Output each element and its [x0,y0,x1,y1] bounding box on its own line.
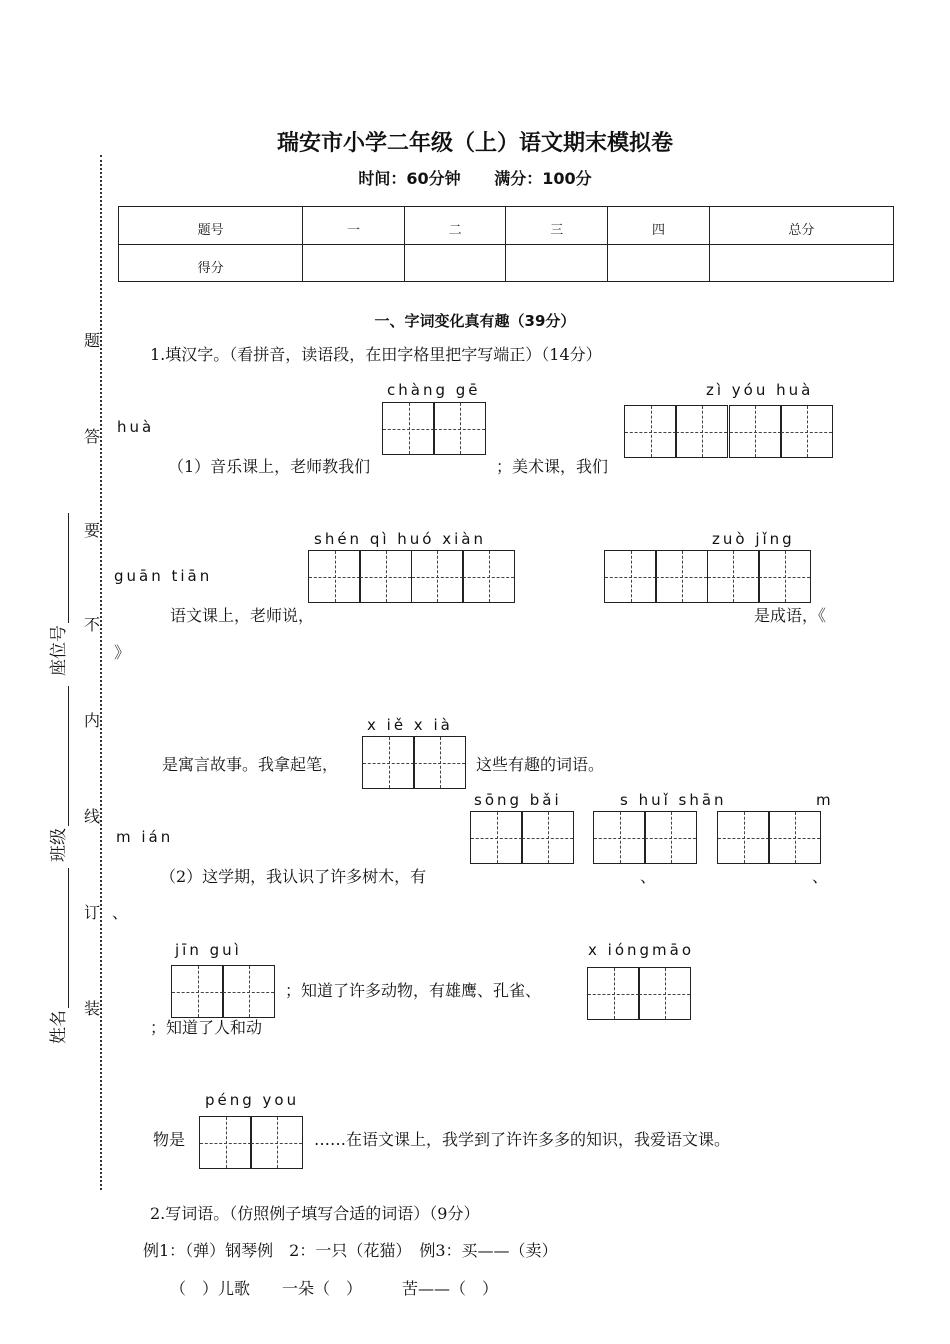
tianzige-zuojing[interactable] [604,550,811,603]
score-cell[interactable] [608,244,710,282]
question-2-examples: 例1：（弹）钢琴例 2：一只（花猫） 例3：买——（卖） [143,1241,558,1260]
pinyin-mian: m ián [116,828,174,846]
comma-separator: 、 [812,867,829,886]
sentence-3a: 是寓言故事。我拿起笔， [162,755,339,774]
pinyin-hua: huà [117,418,155,436]
comma-separator: 、 [112,903,129,922]
binding-char-5: 内 [84,711,101,730]
score-row-label: 得分 [119,244,303,282]
sentence-2b: 是成语，《 [754,606,827,625]
exam-full-score: 满分：100分 [494,169,592,188]
score-header-cell: 三 [506,207,608,245]
binding-char-2: 答 [84,427,101,446]
pinyin-zuojing: zuò jǐng [712,530,795,548]
binding-char-7: 订 [84,903,101,922]
score-cell[interactable] [506,244,608,282]
score-header-cell: 四 [608,207,710,245]
tianzige-jingui[interactable] [171,965,275,1018]
score-table [118,206,894,282]
sentence-5b: ；知道了人和动 [150,1018,263,1037]
exam-title: 瑞安市小学二年级（上）语文期末模拟卷 [276,131,673,156]
sentence-3b: 这些有趣的词语。 [476,755,605,774]
tianzige-changge[interactable] [382,402,486,455]
exam-subtitle [0,166,950,189]
pinyin-songbai: sōng bǎi [474,791,562,809]
score-header-cell: 总分 [709,207,893,245]
sentence-5a: ；知道了许多动物，有雄鹰、孔雀、 [285,981,542,1000]
tianzige-songbai[interactable] [470,811,574,864]
pinyin-ziyouhua: zì yóu huà [706,381,814,399]
pinyin-xiexia: x iě x ià [367,716,453,734]
binding-char-3: 要 [84,521,101,540]
score-cell[interactable] [404,244,506,282]
seat-number-field[interactable]: 座位号 [44,513,69,676]
pinyin-jingui: jīn guì [175,941,242,959]
binding-char-8: 装 [84,999,101,1018]
tianzige-ziyouhua[interactable] [624,405,833,458]
sentence-6a: 物是 [153,1130,186,1149]
tianzige-shuishan[interactable] [593,811,697,864]
question-1-intro: 1.填汉字。（看拼音，读语段，在田字格里把字写端正）（14分） [150,345,602,364]
sentence-1b: ；美术课，我们 [496,457,609,476]
tianzige-xiongmao[interactable] [587,967,691,1020]
pinyin-shenqi: shén qì huó xiàn [314,530,486,548]
score-header-cell: 题号 [119,207,303,245]
tianzige-mian[interactable] [717,811,821,864]
tianzige-xiexia[interactable] [362,736,466,789]
class-field[interactable]: 班级 [44,686,69,862]
name-field[interactable]: 姓名 [44,868,69,1044]
score-header-cell: 二 [404,207,506,245]
pinyin-changge: chàng gē [387,381,481,399]
question-2-intro: 2.写词语。（仿照例子填写合适的词语）（9分） [150,1204,480,1223]
pinyin-xiongmao: x ióngmāo [588,941,694,959]
pinyin-shuishan: s huǐ shān [620,791,727,809]
pinyin-guantian: guān tiān [114,567,213,585]
tianzige-shenqi[interactable] [308,550,515,603]
score-cell[interactable] [303,244,405,282]
question-2-blanks[interactable]: （ ）儿歌 一朵（ ） 苦——（ ） [170,1279,499,1298]
binding-char-1: 题 [84,331,101,350]
sentence-2a: 语文课上，老师说， [170,606,315,625]
score-header-cell: 一 [303,207,405,245]
sentence-1a: （1）音乐课上，老师教我们 [168,457,371,476]
pinyin-m: m [816,791,834,809]
score-cell[interactable] [709,244,893,282]
binding-char-6: 线 [84,807,101,826]
pinyin-pengyou: péng you [205,1091,300,1109]
sentence-2c: 》 [114,643,131,662]
sentence-4a: （2）这学期，我认识了许多树木，有 [160,867,427,886]
exam-time: 时间：60分钟 [358,169,461,188]
comma-separator: 、 [640,867,657,886]
section-heading: 一、字词变化真有趣（39分） [374,312,576,330]
tianzige-pengyou[interactable] [199,1116,303,1169]
binding-char-4: 不 [84,615,101,634]
sentence-6b: ……在语文课上，我学到了许许多多的知识，我爱语文课。 [314,1130,731,1149]
